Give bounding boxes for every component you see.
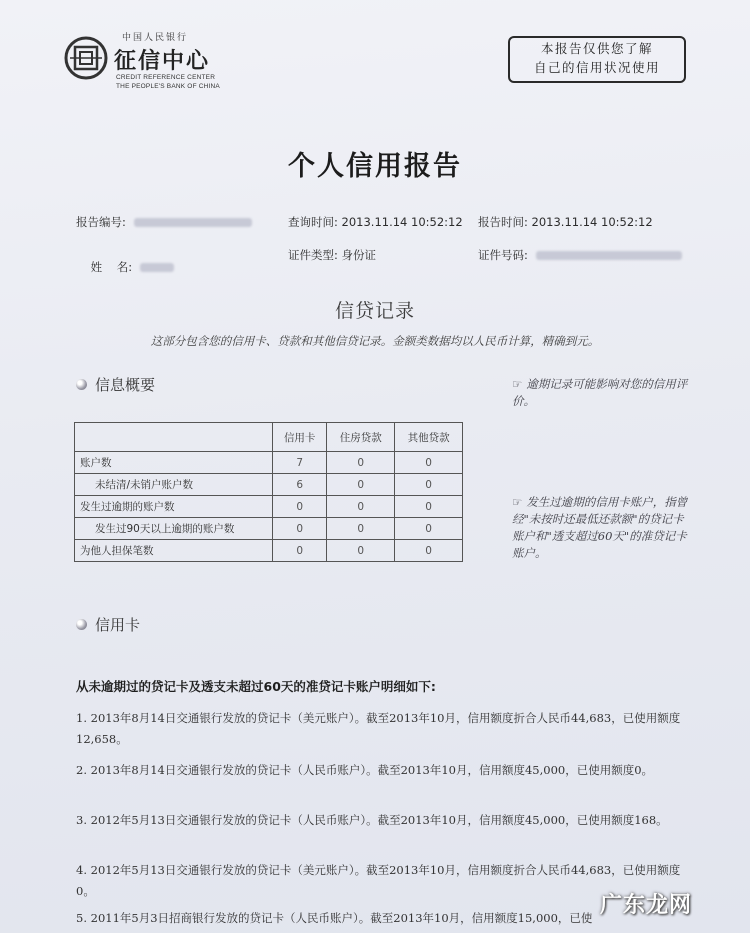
report-time-label: 报告时间:	[478, 215, 528, 229]
header-credit-card: 信用卡	[273, 423, 327, 452]
cell-value: 0	[273, 540, 327, 562]
table-row	[75, 452, 463, 474]
redacted-id-number	[536, 251, 682, 260]
pointing-hand-icon: ☞	[512, 377, 523, 391]
table-row	[75, 496, 463, 518]
report-title: 个人信用报告	[288, 151, 462, 182]
logo-top-text: 中国人民银行	[122, 33, 189, 43]
logo-english-line1: CREDIT REFERENCE CENTER	[116, 74, 216, 81]
table-row	[75, 518, 463, 540]
id-number-field	[478, 247, 682, 263]
list-item: 2. 2013年8月14日交通银行发放的贷记卡（人民币账户）。截至2013年10月，信用额度45,000，已使用额度0。	[76, 763, 654, 777]
report-number-label: 报告编号:	[76, 215, 126, 229]
stamp-line1: 本报告仅供您了解	[540, 41, 653, 56]
credit-card-lead: 从未逾期过的贷记卡及透支未超过60天的准贷记卡账户明细如下:	[76, 679, 436, 694]
credit-card-heading	[76, 614, 140, 635]
logo-english-line2: THE PEOPLE'S BANK OF CHINA	[116, 83, 220, 90]
row-label: 发生过逾期的账户数	[75, 496, 273, 518]
side-note-overdue-text: 逾期记录可能影响对您的信用评价。	[512, 377, 688, 408]
cell-value: 7	[273, 452, 327, 474]
credit-center-logo	[64, 30, 254, 100]
list-item: 1. 2013年8月14日交通银行发放的贷记卡（美元账户）。截至2013年10月，信用额度折合人民币44,683，已使用额度12,658。	[76, 711, 681, 746]
credit-center-emblem-icon	[64, 36, 108, 80]
cell-value: 0	[273, 518, 327, 540]
report-time-value: 2013.11.14 10:52:12	[531, 215, 653, 229]
cell-value: 0	[395, 452, 463, 474]
table-row	[75, 474, 463, 496]
redacted-report-number	[134, 218, 252, 227]
report-number-field	[76, 214, 252, 230]
summary-table	[74, 422, 463, 562]
row-label: 账户数	[75, 452, 273, 474]
id-type-field	[288, 247, 376, 263]
query-time-label: 查询时间:	[288, 215, 338, 229]
site-watermark: 广东龙网	[600, 893, 693, 918]
cell-value: 6	[273, 474, 327, 496]
summary-heading-text: 信息概要	[95, 376, 156, 394]
cell-value: 0	[327, 496, 395, 518]
summary-table-header	[75, 423, 463, 452]
header-blank	[75, 423, 273, 452]
table-row	[75, 540, 463, 562]
stamp-line2: 自己的信用状况使用	[533, 60, 660, 75]
cell-value: 0	[395, 518, 463, 540]
logo-name: 征信中心	[114, 49, 211, 74]
credit-records-title: 信贷记录	[334, 300, 415, 322]
cell-value: 0	[327, 518, 395, 540]
row-label: 发生过90天以上逾期的账户数	[75, 518, 273, 540]
side-note-definition-text: 发生过逾期的信用卡账户，指曾经"未按时还最低还款额"的贷记卡账户和"透支超过60天"的准贷记卡账户。	[512, 495, 688, 560]
pointing-hand-icon: ☞	[512, 495, 523, 509]
list-item: 3. 2012年5月13日交通银行发放的贷记卡（人民币账户）。截至2013年10月，信用额度45,000，已使用额度168。	[76, 813, 668, 827]
id-type-value: 身份证	[341, 248, 377, 262]
header-housing-loan: 住房贷款	[327, 423, 395, 452]
report-time-field	[478, 214, 653, 230]
usage-notice-stamp	[508, 36, 686, 83]
name-field	[76, 245, 174, 289]
credit-card-heading-text: 信用卡	[95, 616, 141, 634]
list-item: 5. 2011年5月3日招商银行发放的贷记卡（人民币账户）。截至2013年10月，信用额度15,000，已使	[76, 911, 593, 925]
id-number-label: 证件号码:	[478, 248, 528, 262]
query-time-value: 2013.11.14 10:52:12	[341, 215, 463, 229]
cell-value: 0	[327, 540, 395, 562]
bullet-icon	[76, 619, 87, 630]
cell-value: 0	[395, 474, 463, 496]
credit-records-description: 这部分包含您的信用卡、贷款和其他信贷记录。金额类数据均以人民币计算，精确到元。	[150, 334, 600, 348]
side-note-definition	[512, 494, 692, 562]
cell-value: 0	[395, 496, 463, 518]
cell-value: 0	[327, 474, 395, 496]
cell-value: 0	[327, 452, 395, 474]
row-label: 为他人担保笔数	[75, 540, 273, 562]
list-item: 4. 2012年5月13日交通银行发放的贷记卡（美元账户）。截至2013年10月，信用额度折合人民币44,683，已使用额度0。	[76, 863, 681, 898]
id-type-label: 证件类型:	[288, 248, 338, 262]
bullet-icon	[76, 379, 87, 390]
summary-heading	[76, 374, 155, 395]
header-other-loan: 其他贷款	[395, 423, 463, 452]
side-note-overdue	[512, 376, 692, 410]
name-label: 姓 名:	[90, 260, 133, 274]
cell-value: 0	[395, 540, 463, 562]
cell-value: 0	[273, 496, 327, 518]
redacted-name	[140, 263, 174, 272]
row-label: 未结清/未销户账户数	[75, 474, 273, 496]
query-time-field	[288, 214, 463, 230]
